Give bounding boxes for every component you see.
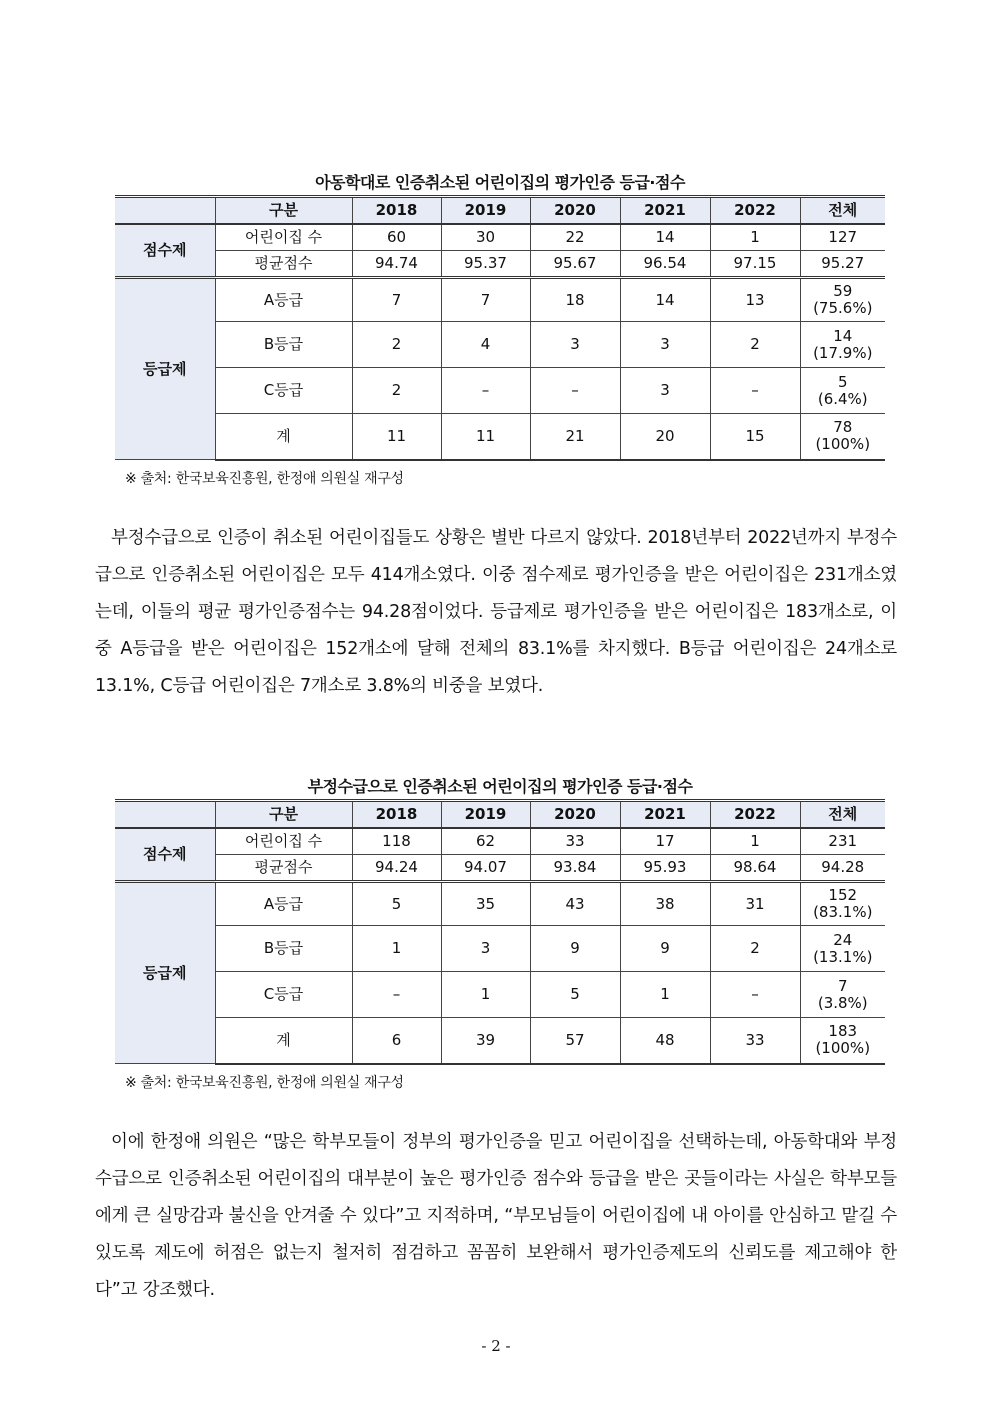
table2-header-2020: 2020	[530, 801, 620, 828]
cell: 15	[710, 414, 800, 460]
cell: –	[441, 368, 530, 414]
cell: 93.84	[530, 855, 620, 882]
row-label: 어린이집 수	[215, 224, 352, 251]
cell-total	[800, 1018, 885, 1064]
total-count: 59	[833, 282, 853, 300]
table2-score-system-label: 점수제	[115, 828, 215, 882]
cell: 39	[441, 1018, 530, 1064]
cell: 1	[352, 926, 441, 972]
cell: 96.54	[620, 251, 710, 278]
row-label: C등급	[215, 972, 352, 1018]
cell: 48	[620, 1018, 710, 1064]
table-row	[115, 368, 885, 414]
cell-total: 127	[800, 224, 885, 251]
row-label: A등급	[215, 278, 352, 322]
cell: 97.15	[710, 251, 800, 278]
table-row	[115, 828, 885, 855]
cell: 95.93	[620, 855, 710, 882]
row-label: A등급	[215, 882, 352, 926]
cell-total	[800, 414, 885, 460]
row-label: 평균점수	[215, 855, 352, 882]
cell: 2	[352, 322, 441, 368]
total-count: 5	[837, 372, 848, 391]
cell: 22	[530, 224, 620, 251]
row-label: B등급	[215, 322, 352, 368]
cell: 14	[620, 278, 710, 322]
cell: 9	[530, 926, 620, 972]
table1-grade-system-label: 등급제	[115, 278, 215, 460]
cell: 14	[620, 224, 710, 251]
table2-header-blank	[115, 801, 215, 828]
cell-total: 94.28	[800, 855, 885, 882]
cell-total	[800, 368, 885, 414]
cell: 5	[352, 882, 441, 926]
total-count: 152	[828, 886, 858, 904]
cell: 21	[530, 414, 620, 460]
total-percent: (3.8%)	[817, 993, 868, 1012]
table2-header-total: 전체	[800, 801, 885, 828]
cell: 6	[352, 1018, 441, 1064]
cell: 7	[441, 278, 530, 322]
total-percent: (100%)	[815, 1039, 871, 1058]
cell: 43	[530, 882, 620, 926]
table2-header-category: 구분	[215, 801, 352, 828]
body-paragraph-1	[95, 520, 897, 705]
cell: 11	[352, 414, 441, 460]
paragraph-text: 이에 한정애 의원은 “많은 학부모들이 정부의 평가인증을 믿고 어린이집을 선택하는데, 아동학대와 부정수급으로 인증취소된 어린이집의 대부분이 높은 평가인증 점수와 등급을 받은 곳들이라는 사실은 학부모들에게 큰 실망감과 불신을 안겨줄 수 있다”고 지적하며, “부모님들이 어린이집에 내 아이를 안심하고 맡길 수 있도록 제도에 허점은 없는지 철저히 점검하고 꼼꼼히 보완해서 평가인증제도의 신뢰도를 제고해야 한다”고 강조했다.	[95, 1132, 897, 1300]
cell: 2	[710, 926, 800, 972]
table1-header-category: 구분	[215, 197, 352, 224]
cell: 35	[441, 882, 530, 926]
paragraph-text: 부정수급으로 인증이 취소된 어린이집들도 상황은 별반 다르지 않았다. 2018년부터 2022년까지 부정수급으로 인증취소된 어린이집은 모두 414개소였다. 이중 점수제로 평가인증을 받은 어린이집은 231개소였는데, 이들의 평균 평가인증점수는 94.28점이었다. 등급제로 평가인증을 받은 어린이집은 183개소로, 이중 A등급을 받은 어린이집은 152개소에 달해 전체의 83.1%를 차지했다. B등급 어린이집은 24개소로 13.1%, C등급 어린이집은 7개소로 3.8%의 비중을 보였다.	[95, 528, 897, 696]
row-label: B등급	[215, 926, 352, 972]
cell: 3	[620, 322, 710, 368]
table1-header-2021: 2021	[620, 197, 710, 224]
table1-title: 아동학대로 인증취소된 어린이집의 평가인증 등급·점수	[315, 173, 685, 192]
cell: 5	[530, 972, 620, 1018]
table2-grade-system-label: 등급제	[115, 882, 215, 1064]
table2-header-2018: 2018	[352, 801, 441, 828]
table1-source: ※ 출처: 한국보육진흥원, 한정애 의원실 재구성	[125, 471, 404, 487]
table1-score-system-label: 점수제	[115, 224, 215, 278]
cell: 1	[710, 828, 800, 855]
table1-header-2019: 2019	[441, 197, 530, 224]
table-row	[115, 414, 885, 460]
cell: 94.74	[352, 251, 441, 278]
cell: 31	[710, 882, 800, 926]
total-count: 14	[833, 326, 853, 345]
table2-header-2021: 2021	[620, 801, 710, 828]
cell: 17	[620, 828, 710, 855]
cell: 20	[620, 414, 710, 460]
table-row	[115, 322, 885, 368]
table1-header-blank	[115, 197, 215, 224]
cell-total	[800, 882, 885, 926]
cell: –	[710, 368, 800, 414]
row-label: 평균점수	[215, 251, 352, 278]
cell: 60	[352, 224, 441, 251]
cell: 2	[710, 322, 800, 368]
cell-total: 231	[800, 828, 885, 855]
cell: 7	[352, 278, 441, 322]
total-percent: (75.6%)	[813, 299, 873, 317]
table-row	[115, 926, 885, 972]
row-label: C등급	[215, 368, 352, 414]
total-count: 78	[833, 418, 853, 437]
total-percent: (13.1%)	[813, 947, 873, 966]
cell-total	[800, 278, 885, 322]
cell: 95.37	[441, 251, 530, 278]
cell: 62	[441, 828, 530, 855]
row-label: 계	[215, 1018, 352, 1064]
cell: 9	[620, 926, 710, 972]
cell-total: 95.27	[800, 251, 885, 278]
table2-source: ※ 출처: 한국보육진흥원, 한정애 의원실 재구성	[125, 1075, 404, 1091]
row-label: 계	[215, 414, 352, 460]
cell: 94.07	[441, 855, 530, 882]
table2	[115, 799, 885, 1065]
cell: 13	[710, 278, 800, 322]
table-row	[115, 1018, 885, 1064]
total-count: 7	[837, 976, 848, 995]
table2-header-2019: 2019	[441, 801, 530, 828]
total-count: 183	[828, 1022, 858, 1041]
table1-header-row	[115, 197, 885, 224]
table1	[115, 195, 885, 461]
total-count: 24	[833, 930, 853, 949]
cell: 118	[352, 828, 441, 855]
cell: –	[352, 972, 441, 1018]
total-percent: (83.1%)	[813, 903, 873, 921]
cell: 3	[441, 926, 530, 972]
cell: 57	[530, 1018, 620, 1064]
cell: 33	[530, 828, 620, 855]
cell: 33	[710, 1018, 800, 1064]
cell: 38	[620, 882, 710, 926]
total-percent: (100%)	[815, 435, 871, 454]
total-percent: (17.9%)	[813, 343, 873, 362]
cell: 30	[441, 224, 530, 251]
cell: 98.64	[710, 855, 800, 882]
cell: 1	[441, 972, 530, 1018]
total-percent: (6.4%)	[817, 389, 868, 408]
page-number: - 2 -	[481, 1337, 511, 1355]
cell: 95.67	[530, 251, 620, 278]
table-row	[115, 882, 885, 926]
table1-header-total: 전체	[800, 197, 885, 224]
cell: 11	[441, 414, 530, 460]
table-row	[115, 855, 885, 882]
table1-header-2022: 2022	[710, 197, 800, 224]
table2-header-2022: 2022	[710, 801, 800, 828]
cell: 3	[530, 322, 620, 368]
cell: 94.24	[352, 855, 441, 882]
cell: 2	[352, 368, 441, 414]
cell-total	[800, 322, 885, 368]
cell: –	[710, 972, 800, 1018]
cell: 1	[620, 972, 710, 1018]
table1-header-2018: 2018	[352, 197, 441, 224]
table2-header-row	[115, 801, 885, 828]
cell: 4	[441, 322, 530, 368]
row-label: 어린이집 수	[215, 828, 352, 855]
cell: –	[530, 368, 620, 414]
table1-header-2020: 2020	[530, 197, 620, 224]
cell: 3	[620, 368, 710, 414]
cell-total	[800, 926, 885, 972]
table-row	[115, 224, 885, 251]
table-row	[115, 251, 885, 278]
table-row	[115, 972, 885, 1018]
table2-title: 부정수급으로 인증취소된 어린이집의 평가인증 등급·점수	[307, 777, 693, 796]
table-row	[115, 278, 885, 322]
cell-total	[800, 972, 885, 1018]
cell: 1	[710, 224, 800, 251]
body-paragraph-2	[95, 1124, 897, 1309]
cell: 18	[530, 278, 620, 322]
